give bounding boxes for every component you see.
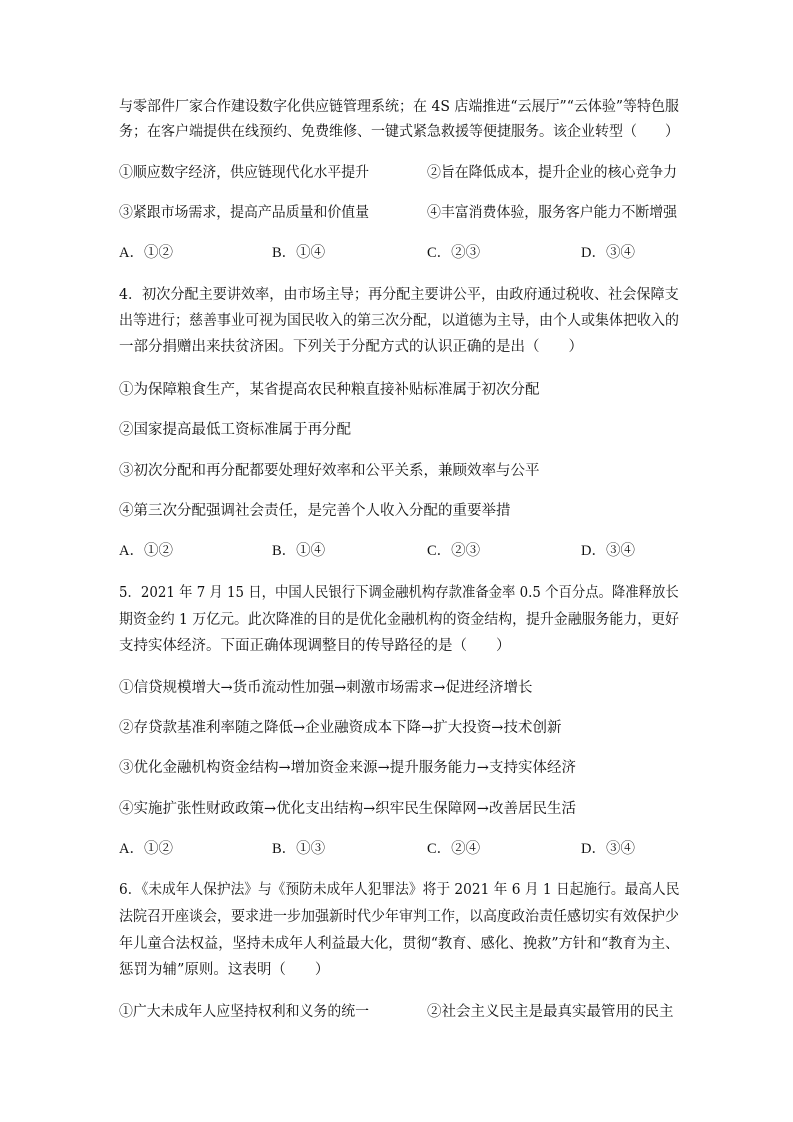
q3-option-a: A．①② bbox=[119, 245, 173, 261]
q5-option-b: B．①③ bbox=[272, 841, 326, 857]
q6-statement-1: ①广大未成年人应坚持权利和义务的统一 bbox=[119, 1004, 370, 1020]
q4-option-a: A．①② bbox=[119, 543, 173, 559]
q6-stem-line-1: 6．《未成年人保护法》与《预防未成年人犯罪法》将于 2021 年 6 月 1 日起施行。最高人民 bbox=[119, 882, 680, 898]
q4-option-c: C．②③ bbox=[427, 543, 481, 559]
q6-stem-line-3: 年儿童合法权益，坚持未成年人利益最大化，贯彻“教育、感化、挽救”方针和“教育为主、 bbox=[119, 936, 680, 952]
q3-statement-1: ①顺应数字经济，供应链现代化水平提升 bbox=[119, 165, 370, 181]
q5-stem-line-3: 支持实体经济。下面正确体现调整目的传导路径的是（ ） bbox=[119, 638, 511, 654]
q6-stem-line-2: 法院召开座谈会，要求进一步加强新时代少年审判工作，以高度政治责任感切实有效保护少 bbox=[119, 909, 679, 925]
q5-stem-line-1: 5．2021 年 7 月 15 日，中国人民银行下调金融机构存款准备金率 0.5 个百分点。降准释放长 bbox=[119, 585, 679, 601]
q4-statement-4: ④第三次分配强调社会责任，是完善个人收入分配的重要举措 bbox=[119, 503, 511, 519]
q5-stem-line-2: 期资金约 1 万亿元。此次降准的目的是优化金融机构的资金结构，提升金融服务能力，更好 bbox=[119, 612, 679, 628]
q3-option-b: B．①④ bbox=[272, 245, 326, 261]
q4-statement-2: ②国家提高最低工资标准属于再分配 bbox=[119, 422, 351, 438]
q4-statement-1: ①为保障粮食生产，某省提高农民种粮直接补贴标准属于初次分配 bbox=[119, 382, 540, 398]
q6-statement-2: ②社会主义民主是最真实最管用的民主 bbox=[427, 1004, 674, 1020]
q5-option-a: A．①② bbox=[119, 841, 173, 857]
q3-statement-3: ③紧跟市场需求，提高产品质量和价值量 bbox=[119, 205, 370, 221]
q5-option-c: C．②④ bbox=[427, 841, 481, 857]
q5-statement-2: ②存贷款基准利率随之降低→企业融资成本下降→扩大投资→技术创新 bbox=[119, 720, 562, 736]
q3-stem-line-1: 与零部件厂家合作建设数字化供应链管理系统；在 4S 店端推进“云展厅”“云体验”等特色服 bbox=[119, 99, 680, 115]
q4-stem-line-1: 4．初次分配主要讲效率，由市场主导；再分配主要讲公平，由政府通过税收、社会保障支 bbox=[119, 287, 679, 303]
q4-option-b: B．①④ bbox=[272, 543, 326, 559]
q5-statement-4: ④实施扩张性财政政策→优化支出结构→织牢民生保障网→改善居民生活 bbox=[119, 801, 576, 817]
q3-stem-line-2: 务；在客户端提供在线预约、免费维修、一键式紧急救援等便捷服务。该企业转型（ ） bbox=[119, 124, 679, 140]
q3-option-d: D．③④ bbox=[581, 245, 635, 261]
q4-stem-line-2: 出等进行；慈善事业可视为国民收入的第三次分配，以道德为主导，由个人或集体把收入的 bbox=[119, 313, 679, 329]
q5-statement-3: ③优化金融机构资金结构→增加资金来源→提升服务能力→支持实体经济 bbox=[119, 760, 576, 776]
q5-option-d: D．③④ bbox=[581, 841, 635, 857]
q3-statement-2: ②旨在降低成本，提升企业的核心竞争力 bbox=[427, 165, 678, 181]
q6-stem-line-4: 惩罚为辅”原则。这表明（ ） bbox=[119, 962, 330, 978]
q4-stem-line-3: 一部分捐赠出来扶贫济困。下列关于分配方式的认识正确的是出（ ） bbox=[119, 339, 583, 355]
q4-statement-3: ③初次分配和再分配都要处理好效率和公平关系，兼顾效率与公平 bbox=[119, 463, 540, 479]
q4-option-d: D．③④ bbox=[581, 543, 635, 559]
q5-statement-1: ①信贷规模增大→货币流动性加强→刺激市场需求→促进经济增长 bbox=[119, 680, 533, 696]
q3-option-c: C．②③ bbox=[427, 245, 481, 261]
q3-statement-4: ④丰富消费体验，服务客户能力不断增强 bbox=[427, 205, 678, 221]
